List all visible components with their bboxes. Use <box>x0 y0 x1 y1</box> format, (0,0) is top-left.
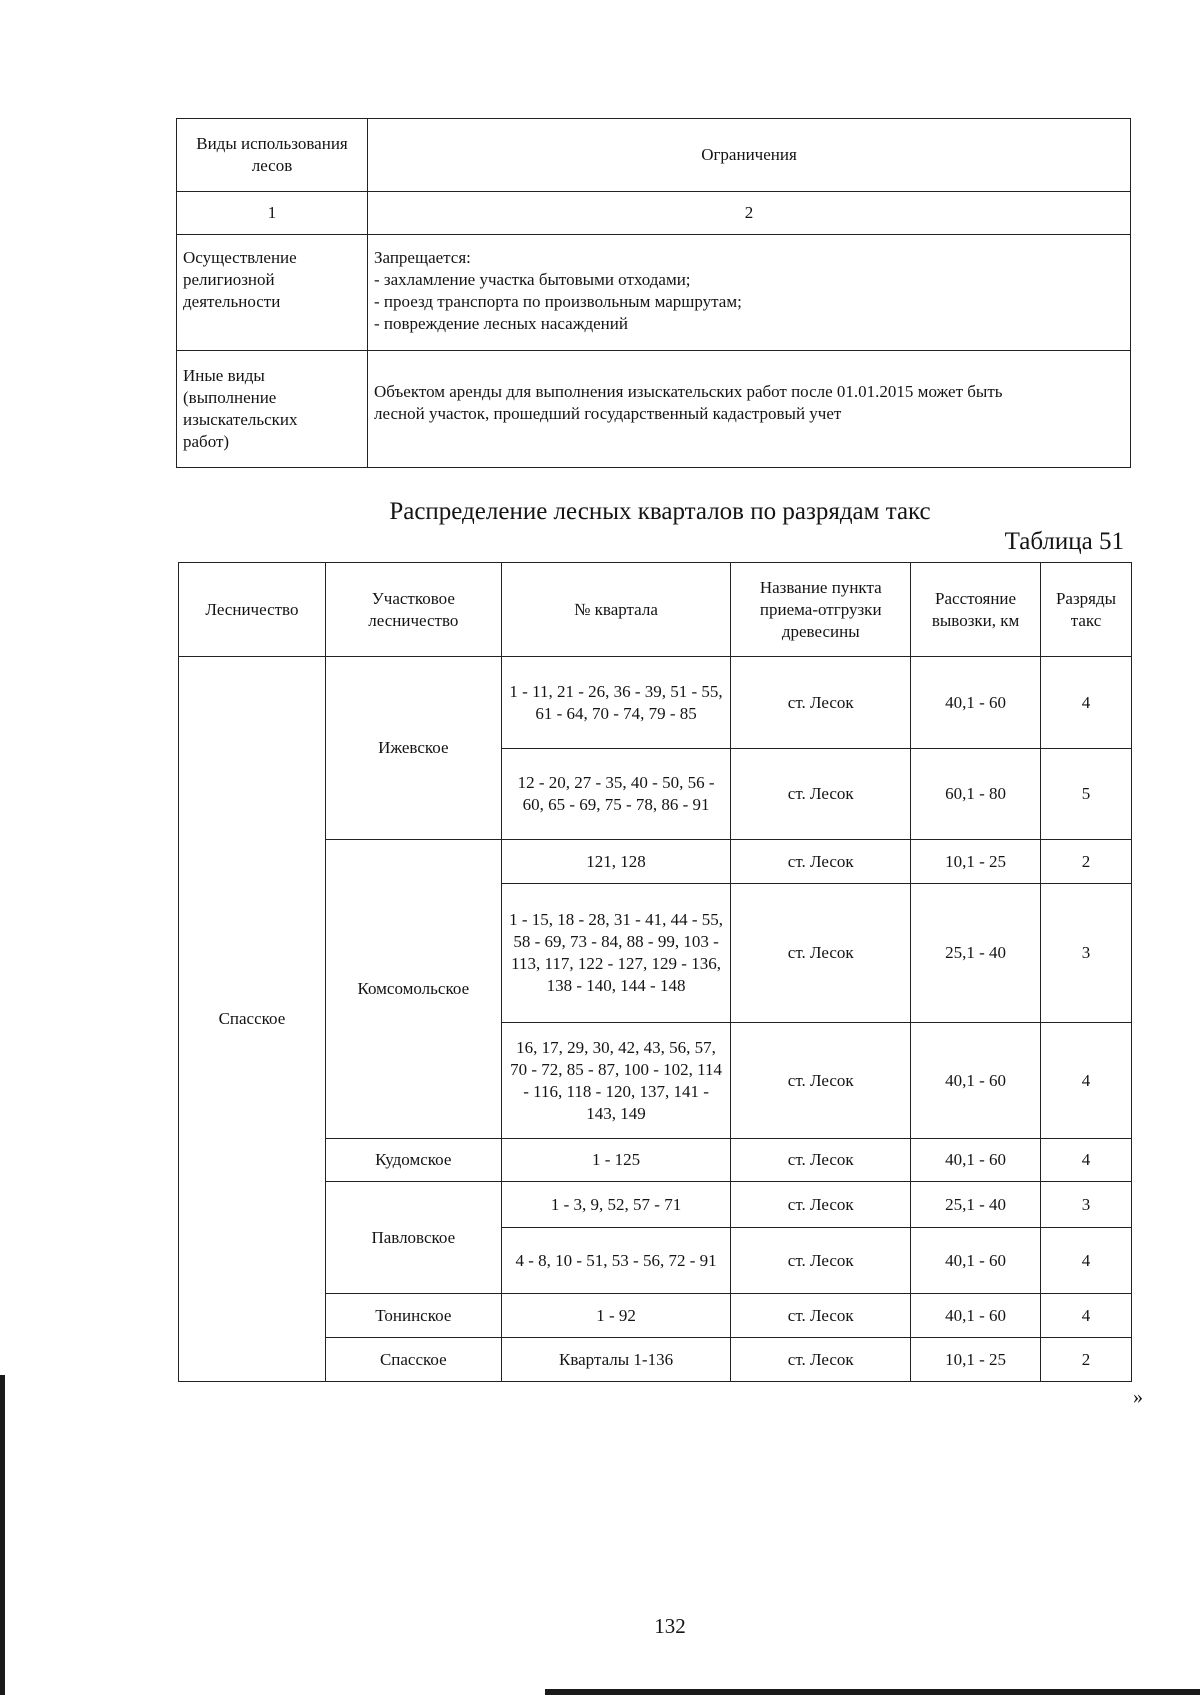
district-cell: Павловское <box>325 1182 501 1294</box>
station-cell: ст. Лесок <box>731 1294 911 1338</box>
restriction-line: лесной участок, прошедший государственный кадастровый учет <box>374 404 842 423</box>
grade-cell: 4 <box>1041 657 1132 749</box>
grade-cell: 2 <box>1041 1338 1132 1382</box>
district-cell: Спасское <box>325 1338 501 1382</box>
header-station-name: Название пункта приема-отгрузки древесины <box>731 563 911 657</box>
usage-type-line: Осуществление <box>183 248 297 267</box>
restriction-line: - захламление участка бытовыми отходами; <box>374 270 691 289</box>
grade-cell: 4 <box>1041 1023 1132 1139</box>
usage-type-line: религиозной <box>183 270 275 289</box>
distance-cell: 40,1 - 60 <box>911 1139 1041 1182</box>
district-cell: Комсомольское <box>325 840 501 1139</box>
scan-edge-left <box>0 1375 5 1695</box>
table-row <box>177 351 1131 468</box>
usage-type-line: деятельности <box>183 292 281 311</box>
station-cell: ст. Лесок <box>731 657 911 749</box>
table-row <box>179 657 1132 749</box>
usage-type-line: изыскательских <box>183 410 298 429</box>
station-cell: ст. Лесок <box>731 840 911 884</box>
usage-type-line: Иные виды <box>183 366 265 385</box>
header-quarter-number: № квартала <box>501 563 731 657</box>
quarters-cell: 1 - 92 <box>501 1294 731 1338</box>
restriction-cell <box>368 351 1131 468</box>
usage-type-line: (выполнение <box>183 388 277 407</box>
restriction-line: Запрещается: <box>374 248 471 267</box>
grade-cell: 5 <box>1041 749 1132 840</box>
table-row <box>177 235 1131 351</box>
restrictions-table <box>176 118 1131 468</box>
quarters-cell: Кварталы 1-136 <box>501 1338 731 1382</box>
grade-cell: 4 <box>1041 1139 1132 1182</box>
distance-cell: 40,1 - 60 <box>911 1228 1041 1294</box>
district-cell: Кудомское <box>325 1139 501 1182</box>
station-cell: ст. Лесок <box>731 1182 911 1228</box>
distance-cell: 60,1 - 80 <box>911 749 1041 840</box>
district-cell: Тонинское <box>325 1294 501 1338</box>
grade-cell: 4 <box>1041 1228 1132 1294</box>
quarters-cell: 16, 17, 29, 30, 42, 43, 56, 57, 70 - 72, 85 - 87, 100 - 102, 114 - 116, 118 - 120, 137, 141 - 143, 149 <box>501 1023 731 1139</box>
distance-cell: 10,1 - 25 <box>911 840 1041 884</box>
restriction-line: Объектом аренды для выполнения изыскательских работ после 01.01.2015 может быть <box>374 382 1003 401</box>
distance-cell: 25,1 - 40 <box>911 884 1041 1023</box>
station-cell: ст. Лесок <box>731 884 911 1023</box>
scan-edge-bottom <box>545 1689 1200 1695</box>
distance-cell: 10,1 - 25 <box>911 1338 1041 1382</box>
forestry-cell: Спасское <box>179 657 326 1382</box>
quarters-cell: 4 - 8, 10 - 51, 53 - 56, 72 - 91 <box>501 1228 731 1294</box>
district-cell: Ижевское <box>325 657 501 840</box>
station-cell: ст. Лесок <box>731 1139 911 1182</box>
quarters-cell: 1 - 125 <box>501 1139 731 1182</box>
station-cell: ст. Лесок <box>731 1023 911 1139</box>
header-usage-types: Виды использования лесов <box>177 119 368 192</box>
usage-type-cell <box>177 351 368 468</box>
header-forestry: Лесничество <box>179 563 326 657</box>
quarters-cell: 1 - 11, 21 - 26, 36 - 39, 51 - 55, 61 - 64, 70 - 74, 79 - 85 <box>501 657 731 749</box>
quarters-cell: 1 - 15, 18 - 28, 31 - 41, 44 - 55, 58 - 69, 73 - 84, 88 - 99, 103 - 113, 117, 122 - 127, 129 - 136, 138 - 140, 144 - 148 <box>501 884 731 1023</box>
closing-quote: » <box>1133 1386 1143 1408</box>
distance-cell: 25,1 - 40 <box>911 1182 1041 1228</box>
header-number-2: 2 <box>368 192 1131 235</box>
quarters-cell: 121, 128 <box>501 840 731 884</box>
grade-cell: 4 <box>1041 1294 1132 1338</box>
restrictions-header-row <box>177 119 1131 192</box>
station-cell: ст. Лесок <box>731 1228 911 1294</box>
header-restrictions: Ограничения <box>368 119 1131 192</box>
distribution-header-row <box>179 563 1132 657</box>
header-distance: Расстояние вывозки, км <box>911 563 1041 657</box>
distance-cell: 40,1 - 60 <box>911 657 1041 749</box>
restriction-line: - проезд транспорта по произвольным маршрутам; <box>374 292 742 311</box>
grade-cell: 2 <box>1041 840 1132 884</box>
station-cell: ст. Лесок <box>731 749 911 840</box>
table-caption: Распределение лесных кварталов по разрядам такс <box>389 498 931 525</box>
restriction-line: - повреждение лесных насаждений <box>374 314 628 333</box>
usage-type-cell <box>177 235 368 351</box>
header-district-forestry: Участковое лесничество <box>325 563 501 657</box>
grade-cell: 3 <box>1041 1182 1132 1228</box>
restriction-cell <box>368 235 1131 351</box>
station-cell: ст. Лесок <box>731 1338 911 1382</box>
grade-cell: 3 <box>1041 884 1132 1023</box>
header-number-1: 1 <box>177 192 368 235</box>
distance-cell: 40,1 - 60 <box>911 1023 1041 1139</box>
restrictions-number-row <box>177 192 1131 235</box>
quarters-cell: 12 - 20, 27 - 35, 40 - 50, 56 - 60, 65 - 69, 75 - 78, 86 - 91 <box>501 749 731 840</box>
distribution-table <box>178 562 1132 1382</box>
page-number: 132 <box>654 1614 686 1638</box>
table-number: Таблица 51 <box>1004 528 1124 555</box>
quarters-cell: 1 - 3, 9, 52, 57 - 71 <box>501 1182 731 1228</box>
header-grade: Разряды такс <box>1041 563 1132 657</box>
usage-type-line: работ) <box>183 432 230 451</box>
distance-cell: 40,1 - 60 <box>911 1294 1041 1338</box>
